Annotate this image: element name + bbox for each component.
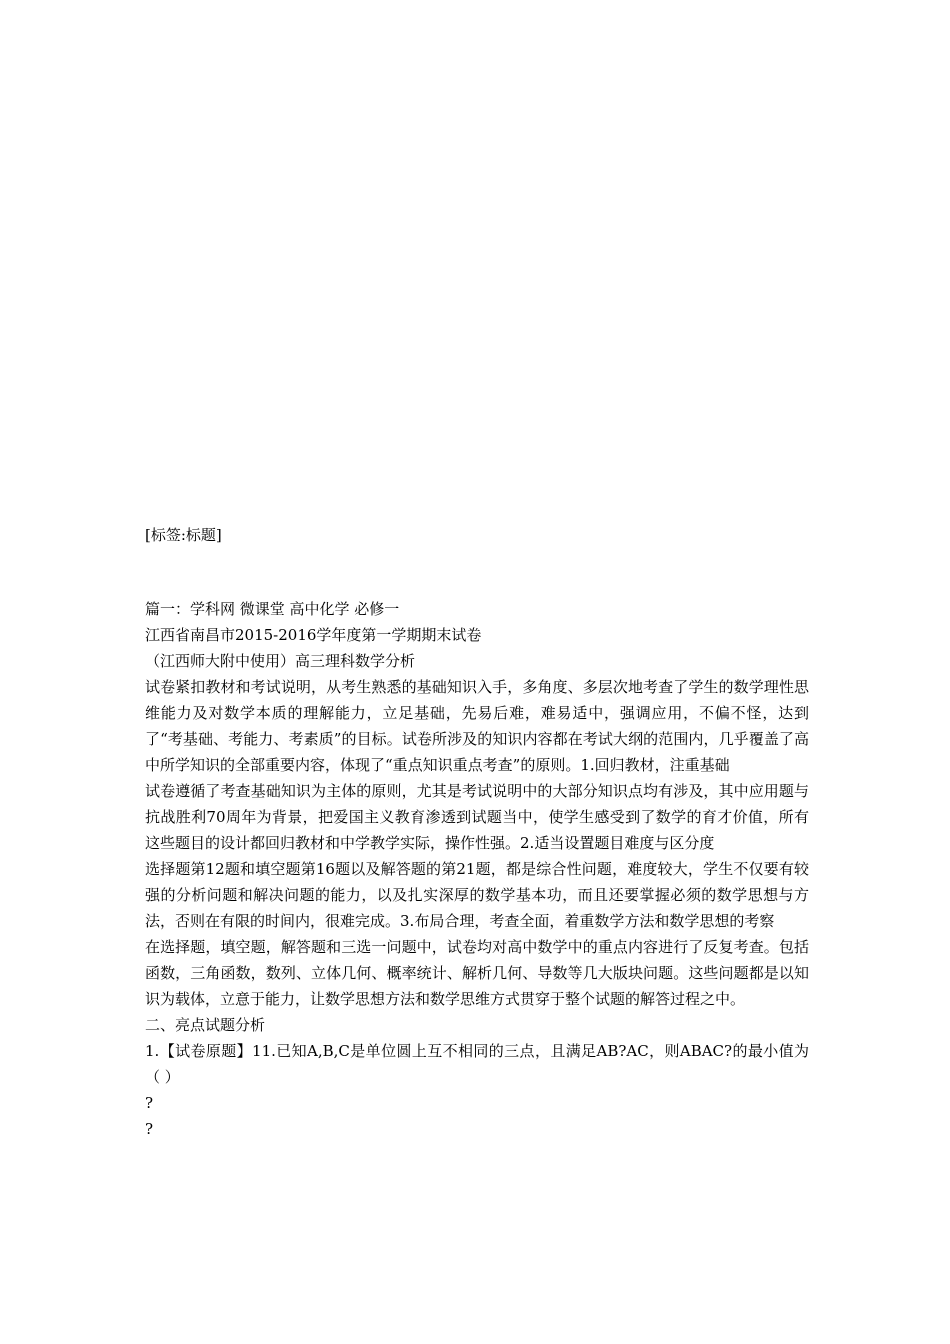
paragraph-placeholder-2: ?: [145, 1120, 154, 1138]
paragraph-exam-title: 江西省南昌市2015-2016学年度第一学期期末试卷: [145, 626, 482, 644]
paragraph-analysis-title: （江西师大附中使用）高三理科数学分析: [145, 652, 416, 670]
paragraph-layout: 在选择题，填空题，解答题和三选一问题中，试卷均对高中数学中的重点内容进行了反复考查。包括函数，三角函数，数列、立体几何、概率统计、解析几何、导数等几大版块问题。这些问题都是以知识为载体，立意于能力，让数学思想方法和数学思维方式贯穿于整个试题的解答过程之中。: [145, 938, 809, 1008]
document-body: [145, 596, 809, 1142]
paragraph-basics: 试卷遵循了考查基础知识为主体的原则，尤其是考试说明中的大部分知识点均有涉及，其中应用题与抗战胜利70周年为背景，把爱国主义教育渗透到试题当中，使学生感受到了数学的育才价值，所有这些题目的设计都回归教材和中学教学实际，操作性强。2.适当设置题目难度与区分度: [145, 782, 809, 852]
paragraph-section-highlights: 二、亮点试题分析: [145, 1016, 266, 1034]
tag-title-placeholder: [标签:标题]: [145, 526, 222, 544]
paragraph-heading-part-one: 篇一：学科网 微课堂 高中化学 必修一: [145, 600, 400, 618]
paragraph-difficulty: 选择题第12题和填空题第16题以及解答题的第21题，都是综合性问题，难度较大，学生不仅要有较强的分析问题和解决问题的能力，以及扎实深厚的数学基本功，而且还要掌握必须的数学思想与方法，否则在有限的时间内，很难完成。3.布局合理，考查全面，着重数学方法和数学思想的考察: [145, 860, 809, 930]
paragraph-question-11: 1.【试卷原题】11.已知A,B,C是单位圆上互不相同的三点，且满足AB?AC，则ABAC?的最小值为（ ）: [145, 1042, 809, 1086]
paragraph-placeholder-1: ?: [145, 1094, 154, 1112]
paragraph-overview: 试卷紧扣教材和考试说明，从考生熟悉的基础知识入手，多角度、多层次地考查了学生的数学理性思维能力及对数学本质的理解能力，立足基础，先易后难，难易适中，强调应用，不偏不怪，达到了“考基础、考能力、考素质”的目标。试卷所涉及的知识内容都在考试大纲的范围内，几乎覆盖了高中所学知识的全部重要内容，体现了“重点知识重点考查”的原则。1.回归教材，注重基础: [145, 678, 809, 774]
